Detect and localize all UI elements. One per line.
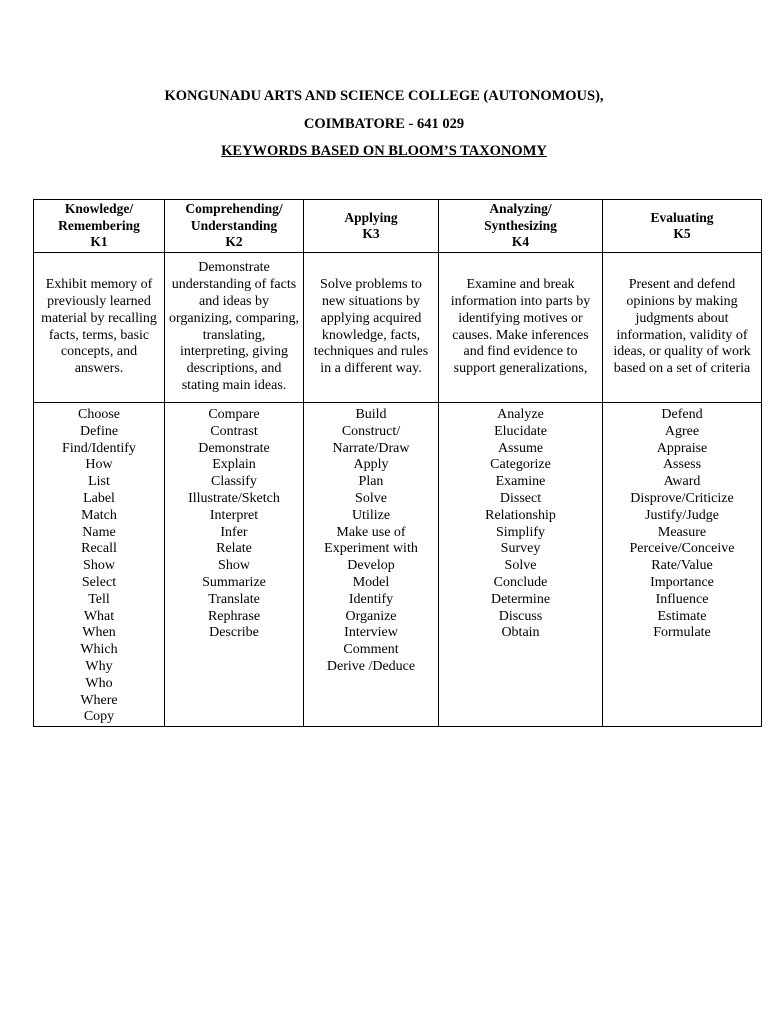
keyword-item: Conclude — [493, 574, 548, 590]
keyword-item: Make use of — [336, 524, 406, 540]
keyword-item: Interview — [344, 625, 398, 641]
keyword-item: Translate — [208, 591, 260, 607]
keyword-item: Analyze — [497, 407, 544, 422]
keyword-item: How — [85, 457, 113, 473]
keyword-item: Choose — [78, 407, 120, 422]
keyword-item: When — [82, 625, 116, 641]
keyword-item: Develop — [347, 558, 395, 574]
level-description-4: Examine and break information into parts by identifying motives or causes. Make inferences and find evidence to support generalizations, — [439, 253, 603, 403]
keywords-row — [34, 403, 762, 727]
keyword-item: Select — [81, 574, 117, 590]
keyword-item: Experiment with — [324, 541, 418, 557]
keyword-item: Perceive/Conceive — [629, 541, 735, 557]
keyword-item: Where — [80, 692, 118, 708]
column-header-line: Understanding — [190, 217, 278, 233]
keyword-item: Obtain — [501, 625, 540, 641]
keyword-item: Importance — [650, 574, 714, 590]
keyword-item: Examine — [495, 474, 546, 490]
level-description-5: Present and defend opinions by making judgments about information, validity of ideas, or quality of work based on a set of criteria — [603, 253, 762, 403]
keyword-item: Award — [663, 474, 701, 490]
keyword-item: Apply — [353, 457, 389, 473]
keyword-item: Describe — [209, 625, 259, 641]
keyword-item: Rate/Value — [651, 558, 713, 574]
column-header-2 — [165, 200, 304, 253]
college-name-heading: KONGUNADU ARTS AND SCIENCE COLLEGE (AUTONOMOUS), — [164, 88, 604, 104]
keyword-list-2 — [165, 403, 304, 727]
keyword-item: Formulate — [653, 625, 711, 641]
column-header-line: Applying — [344, 209, 398, 225]
keyword-item: Dissect — [499, 490, 542, 506]
keyword-item: Classify — [211, 474, 257, 490]
keyword-item: Demonstrate — [198, 440, 270, 456]
column-header-line: K2 — [225, 234, 243, 250]
keyword-item: Find/Identify — [62, 440, 136, 456]
keyword-list-4 — [439, 403, 603, 727]
keyword-item: Determine — [490, 591, 551, 607]
keyword-item: Influence — [655, 591, 709, 607]
level-description-3: Solve problems to new situations by applying acquired knowledge, facts, techniques and rules in a different way. — [304, 253, 439, 403]
column-header-1 — [34, 200, 165, 253]
keyword-item: Elucidate — [494, 423, 547, 439]
keyword-item: Show — [83, 558, 115, 574]
keyword-item: Relate — [216, 541, 252, 557]
keyword-item: Summarize — [202, 574, 266, 590]
keyword-item: Who — [85, 675, 113, 691]
keyword-item: Defend — [661, 407, 703, 422]
column-header-5 — [603, 200, 762, 253]
keyword-item: Compare — [208, 407, 260, 422]
keyword-item: Build — [355, 407, 387, 422]
keyword-item: Relationship — [485, 507, 556, 523]
keyword-item: Solve — [355, 490, 387, 506]
keyword-item: Show — [218, 558, 250, 574]
column-header-4 — [439, 200, 603, 253]
keyword-item: Simplify — [495, 524, 545, 540]
column-header-line: Synthesizing — [484, 217, 557, 233]
column-header-line: Knowledge/ — [64, 201, 134, 217]
keyword-item: Explain — [212, 457, 256, 473]
header-row — [34, 200, 762, 253]
column-header-line: Analyzing/ — [489, 201, 552, 217]
keyword-item: Define — [79, 423, 119, 439]
keyword-item: Rephrase — [207, 608, 261, 624]
keyword-item: Estimate — [657, 608, 707, 624]
keyword-item: Derive /Deduce — [326, 658, 416, 674]
level-description-1: Exhibit memory of previously learned material by recalling facts, terms, basic concepts, and answers. — [34, 253, 165, 403]
keyword-item: Organize — [345, 608, 397, 624]
keyword-list-5 — [603, 403, 762, 727]
column-header-line: Comprehending/ — [185, 201, 283, 217]
keyword-item: Disprove/Criticize — [630, 490, 734, 506]
keyword-item: Construct/ — [341, 423, 401, 439]
keyword-item: Name — [82, 524, 116, 540]
keyword-item: Solve — [504, 558, 537, 574]
blooms-taxonomy-table — [33, 199, 762, 727]
column-header-line: Evaluating — [650, 209, 714, 225]
keyword-item: Model — [352, 574, 390, 590]
keyword-item: Copy — [83, 709, 115, 725]
keyword-item: Match — [81, 507, 117, 523]
column-header-line: Remembering — [58, 217, 140, 233]
keyword-list-3 — [304, 403, 439, 727]
keyword-item: Label — [83, 490, 115, 506]
keyword-item: Plan — [358, 474, 384, 490]
keyword-item: Appraise — [656, 440, 708, 456]
keyword-item: Contrast — [210, 423, 258, 439]
keyword-item: Recall — [81, 541, 117, 557]
keyword-item: Survey — [500, 541, 541, 557]
keyword-item: Interpret — [209, 507, 259, 523]
keyword-item: Agree — [664, 423, 700, 439]
keyword-item: Justify/Judge — [645, 507, 719, 523]
keyword-item: Measure — [657, 524, 707, 540]
document-title: KEYWORDS BASED ON BLOOM’S TAXONOMY — [221, 143, 547, 159]
keyword-item: Comment — [343, 642, 399, 658]
keyword-item: Identify — [348, 591, 394, 607]
keyword-item: Utilize — [351, 507, 391, 523]
keyword-item: Categorize — [490, 457, 551, 473]
column-header-line: K1 — [90, 234, 108, 250]
column-header-line: K5 — [673, 226, 691, 241]
keyword-item: Narrate/Draw — [332, 440, 410, 456]
column-header-3 — [304, 200, 439, 253]
keyword-item: Why — [85, 658, 113, 674]
keyword-item: Infer — [220, 524, 248, 540]
keyword-item: Which — [80, 642, 118, 658]
keyword-item: List — [88, 474, 110, 490]
keyword-list-1 — [34, 403, 165, 727]
level-description-2: Demonstrate understanding of facts and ideas by organizing, comparing, translating, interpreting, giving descriptions, and stating main ideas. — [165, 253, 304, 403]
column-header-line: K3 — [362, 226, 380, 241]
keyword-item: Assess — [662, 457, 702, 473]
column-header-line: K4 — [511, 234, 530, 250]
keyword-item: Assume — [497, 440, 544, 456]
keyword-item: What — [83, 608, 115, 624]
description-row — [34, 253, 762, 403]
keyword-item: Tell — [88, 591, 110, 607]
keyword-item: Discuss — [498, 608, 543, 624]
keyword-item: Illustrate/Sketch — [188, 490, 280, 506]
city-heading: COIMBATORE - 641 029 — [303, 116, 465, 132]
